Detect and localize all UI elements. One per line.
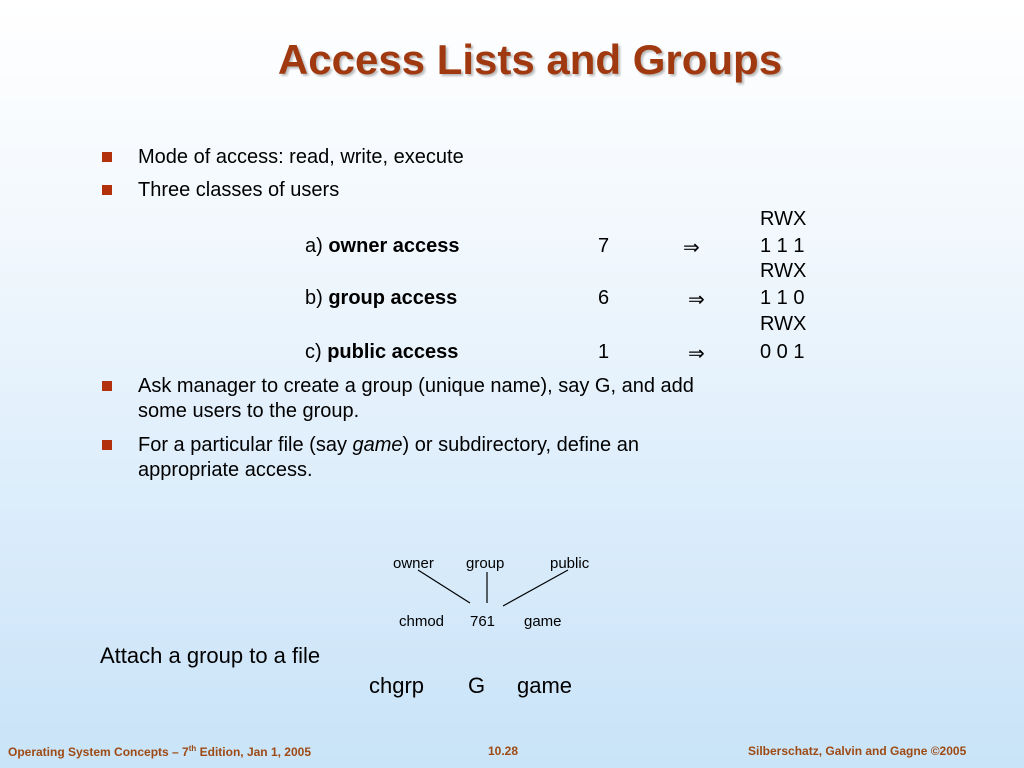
- diagram-cmd-chmod: chmod: [399, 613, 445, 630]
- class-name: group access: [328, 287, 458, 309]
- footer-sup: th: [188, 744, 197, 753]
- class-prefix: c): [305, 341, 328, 363]
- rwx-header: RWX: [760, 260, 807, 282]
- bullet-mode-of-access: Mode of access: read, write, execute: [138, 146, 464, 168]
- implies-arrow-icon: ⇒: [688, 289, 705, 311]
- class-value: 7: [598, 235, 610, 257]
- class-value: 1: [598, 341, 610, 363]
- class-prefix: b): [305, 287, 329, 309]
- class-bits: 1 1 1: [760, 235, 805, 257]
- bullet-particular-file-cont: appropriate access.: [138, 459, 313, 481]
- footer-book-title: [8, 744, 311, 759]
- chgrp-cmd: chgrp: [369, 673, 425, 698]
- footer-page-number: 10.28: [488, 744, 519, 758]
- rwx-header: RWX: [760, 208, 807, 230]
- implies-arrow-icon: ⇒: [688, 343, 705, 365]
- chgrp-file: game: [517, 673, 573, 698]
- footer-authors: Silberschatz, Galvin and Gagne ©2005: [748, 744, 967, 758]
- diagram-label-public: public: [550, 555, 590, 572]
- footer-text: Operating System Concepts – 7: [8, 745, 189, 759]
- bullet-three-classes: Three classes of users: [138, 179, 340, 201]
- bullet-ask-manager-cont: some users to the group.: [138, 400, 360, 422]
- text-italic-game: game: [352, 434, 403, 456]
- class-bits: 0 0 1: [760, 341, 805, 363]
- diagram-cmd-game: game: [524, 613, 562, 630]
- slide-title: Access Lists and Groups: [277, 36, 783, 83]
- bullet-ask-manager: Ask manager to create a group (unique name), say G, and add: [138, 375, 694, 397]
- footer-text: Edition, Jan 1, 2005: [196, 745, 312, 759]
- attach-group-text: Attach a group to a file: [100, 643, 321, 668]
- rwx-header: RWX: [760, 313, 807, 335]
- text-part: ) or subdirectory, define an: [402, 434, 639, 456]
- class-prefix: a): [305, 235, 329, 257]
- implies-arrow-icon: ⇒: [683, 237, 700, 259]
- class-value: 6: [598, 287, 610, 309]
- text-part: For a particular file (say: [138, 434, 353, 456]
- diagram-cmd-761: 761: [470, 613, 496, 630]
- class-bits: 1 1 0: [760, 287, 805, 309]
- diagram-label-owner: owner: [393, 555, 434, 572]
- class-name: public access: [327, 341, 459, 363]
- class-name: owner access: [328, 235, 460, 257]
- chgrp-group: G: [468, 673, 486, 698]
- diagram-label-group: group: [466, 555, 505, 572]
